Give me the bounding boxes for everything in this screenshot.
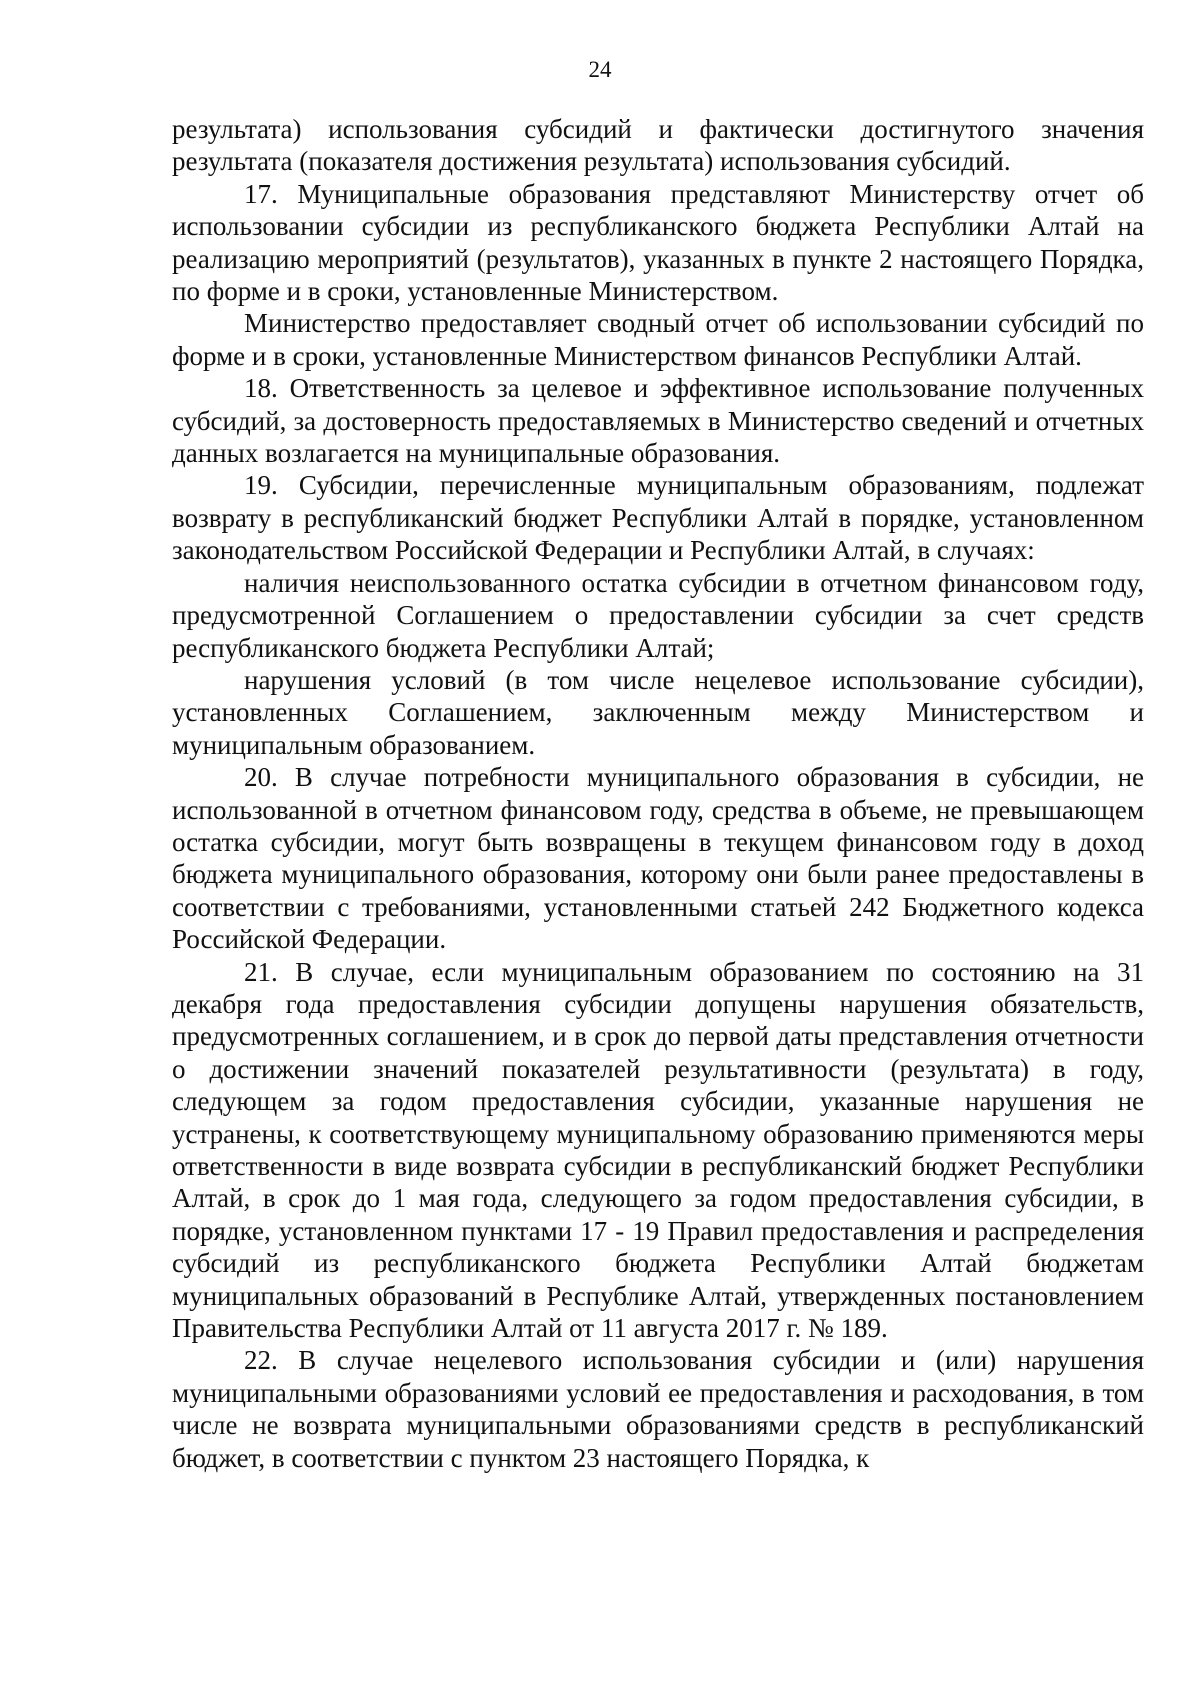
paragraph-19: 19. Субсидии, перечисленные муниципальным образованиям, подлежат возврату в республиканский бюджет Республики Алтай в порядке, установленном законодательством Российской Федерации и Республики Алтай, в случаях:: [172, 470, 1144, 566]
paragraph-21: 21. В случае, если муниципальным образованием по состоянию на 31 декабря года предоставления субсидии допущены нарушения обязательств, предусмотренных соглашением, и в срок до первой даты представления отчетности о достижении значений показателей результативности (результата) в году, следующем за годом предоставления субсидии, указанные нарушения не устранены, к соответствующему муниципальному образованию применяются меры ответственности в виде возврата субсидии в республиканский бюджет Республики Алтай, в срок до 1 мая года, следующего за годом предоставления субсидии, в порядке, установленном пунктами 17 - 19 Правил предоставления и распределения субсидий из республиканского бюджета Республики Алтай бюджетам муниципальных образований в Республике Алтай, утвержденных постановлением Правительства Республики Алтай от 11 августа 2017 г. № 189.: [172, 956, 1144, 1344]
paragraph-continuation: результата) использования субсидий и фактически достигнутого значения результата (показателя достижения результата) использования субсидий.: [172, 114, 1144, 177]
paragraph-17-summary: Министерство предоставляет сводный отчет об использовании субсидий по форме и в сроки, установленные Министерством финансов Республики Алтай.: [172, 308, 1144, 371]
paragraph-20: 20. В случае потребности муниципального образования в субсидии, не использованной в отчетном финансовом году, средства в объеме, не превышающем остатка субсидии, могут быть возвращены в текущем финансовом году в доход бюджета муниципального образования, которому они были ранее предоставлены в соответствии с требованиями, установленными статьей 242 Бюджетного кодекса Российской Федерации.: [172, 762, 1144, 955]
paragraph-19-case-2: нарушения условий (в том числе нецелевое использование субсидии), установленных Соглашением, заключенным между Министерством и муниципальным образованием.: [172, 664, 1144, 760]
paragraph-18: 18. Ответственность за целевое и эффективное использование полученных субсидий, за достоверность предоставляемых в Министерство сведений и отчетных данных возлагается на муниципальные образования.: [172, 373, 1144, 469]
paragraph-22: 22. В случае нецелевого использования субсидии и (или) нарушения муниципальными образованиями условий ее предоставления и расходования, в том числе не возврата муниципальными образованиями средств в республиканский бюджет, в соответствии с пунктом 23 настоящего Порядка, к: [172, 1345, 1144, 1473]
page-number: 24: [588, 57, 612, 82]
document-body: [172, 113, 1144, 1474]
paragraph-17: 17. Муниципальные образования представляют Министерству отчет об использовании субсидии из республиканского бюджета Республики Алтай на реализацию мероприятий (результатов), указанных в пункте 2 настоящего Порядка, по форме и в сроки, установленные Министерством.: [172, 178, 1144, 307]
paragraph-19-case-1: наличия неиспользованного остатка субсидии в отчетном финансовом году, предусмотренной Соглашением о предоставлении субсидии за счет средств республиканского бюджета Республики Алтай;: [172, 567, 1144, 663]
